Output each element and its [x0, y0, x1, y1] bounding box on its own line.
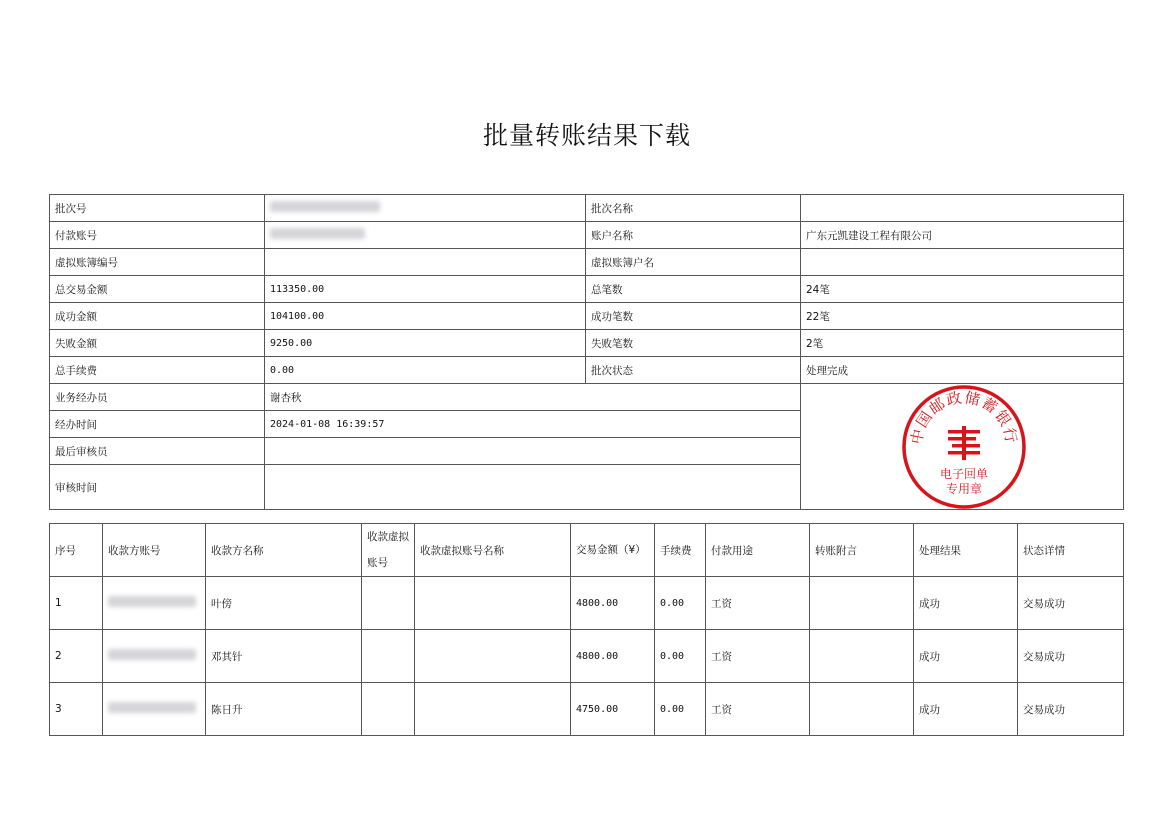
- batch-info-table: [49, 194, 1124, 510]
- transfer-detail-table: [49, 523, 1124, 736]
- row-seq: 1: [50, 577, 103, 630]
- info-row: [50, 330, 1124, 357]
- review-time-value: [265, 465, 801, 510]
- payer-account-value-redacted: [265, 222, 586, 249]
- row-status: 交易成功: [1018, 577, 1124, 630]
- row-status: 交易成功: [1018, 683, 1124, 736]
- row-virtual-account-name: [415, 683, 571, 736]
- header-payee-account: 收款方账号: [103, 524, 206, 577]
- row-result: 成功: [914, 630, 1018, 683]
- total-fee-label: 总手续费: [50, 357, 265, 384]
- info-row: [50, 384, 1124, 411]
- header-status: 状态详情: [1018, 524, 1124, 577]
- operator-value: 谢杏秋: [265, 384, 801, 411]
- row-result: 成功: [914, 577, 1018, 630]
- virtual-book-name-label: 虚拟账簿户名: [586, 249, 801, 276]
- batch-name-label: 批次名称: [586, 195, 801, 222]
- total-count-value: 24笔: [801, 276, 1124, 303]
- success-count-label: 成功笔数: [586, 303, 801, 330]
- header-purpose: 付款用途: [706, 524, 810, 577]
- row-memo: [810, 630, 914, 683]
- row-virtual-account-name: [415, 630, 571, 683]
- header-fee: 手续费: [655, 524, 706, 577]
- virtual-book-name-value: [801, 249, 1124, 276]
- header-virtual-account-name: 收款虚拟账号名称: [415, 524, 571, 577]
- row-purpose: 工资: [706, 630, 810, 683]
- success-count-value: 22笔: [801, 303, 1124, 330]
- row-payee-name: 陈日升: [206, 683, 362, 736]
- row-fee: 0.00: [655, 683, 706, 736]
- success-amount-label: 成功金额: [50, 303, 265, 330]
- row-virtual-account: [362, 683, 415, 736]
- header-payee-name: 收款方名称: [206, 524, 362, 577]
- row-memo: [810, 683, 914, 736]
- row-memo: [810, 577, 914, 630]
- header-seq: 序号: [50, 524, 103, 577]
- stamp-line1: 电子回单: [939, 467, 989, 481]
- info-row: [50, 249, 1124, 276]
- header-amount: 交易金额（¥）: [571, 524, 655, 577]
- row-payee-account-redacted: [103, 630, 206, 683]
- row-payee-name: 邓其针: [206, 630, 362, 683]
- row-virtual-account-name: [415, 577, 571, 630]
- total-fee-value: 0.00: [265, 357, 586, 384]
- stamp-cell: [801, 384, 1124, 510]
- row-status: 交易成功: [1018, 630, 1124, 683]
- row-fee: 0.00: [655, 630, 706, 683]
- fail-amount-value: 9250.00: [265, 330, 586, 357]
- total-amount-label: 总交易金额: [50, 276, 265, 303]
- row-payee-name: 叶傍: [206, 577, 362, 630]
- info-row: [50, 303, 1124, 330]
- header-result: 处理结果: [914, 524, 1018, 577]
- stamp-line2: 专用章: [945, 482, 983, 496]
- row-purpose: 工资: [706, 683, 810, 736]
- batch-no-label: 批次号: [50, 195, 265, 222]
- batch-status-value: 处理完成: [801, 357, 1124, 384]
- row-seq: 2: [50, 630, 103, 683]
- row-payee-account-redacted: [103, 683, 206, 736]
- info-row: [50, 276, 1124, 303]
- row-result: 成功: [914, 683, 1018, 736]
- review-time-label: 审核时间: [50, 465, 265, 510]
- table-row: [50, 683, 1124, 736]
- table-header-row: [50, 524, 1124, 577]
- virtual-book-no-label: 虚拟账簿编号: [50, 249, 265, 276]
- account-name-value: 广东元凯建设工程有限公司: [801, 222, 1124, 249]
- stamp-bank-name: 中国邮政储蓄银行: [907, 388, 1021, 446]
- row-virtual-account: [362, 630, 415, 683]
- row-payee-account-redacted: [103, 577, 206, 630]
- row-seq: 3: [50, 683, 103, 736]
- batch-status-label: 批次状态: [586, 357, 801, 384]
- header-memo: 转账附言: [810, 524, 914, 577]
- postal-logo-icon: [948, 426, 980, 460]
- header-virtual-account: 收款虚拟账号: [362, 524, 415, 577]
- row-amount: 4800.00: [571, 577, 655, 630]
- fail-count-label: 失败笔数: [586, 330, 801, 357]
- row-amount: 4750.00: [571, 683, 655, 736]
- fail-count-value: 2笔: [801, 330, 1124, 357]
- table-row: [50, 577, 1124, 630]
- row-fee: 0.00: [655, 577, 706, 630]
- info-row: [50, 357, 1124, 384]
- success-amount-value: 104100.00: [265, 303, 586, 330]
- info-row: [50, 222, 1124, 249]
- account-name-label: 账户名称: [586, 222, 801, 249]
- operate-time-value: 2024-01-08 16:39:57: [265, 411, 801, 438]
- operator-label: 业务经办员: [50, 384, 265, 411]
- batch-no-value-redacted: [265, 195, 586, 222]
- info-row: [50, 195, 1124, 222]
- row-amount: 4800.00: [571, 630, 655, 683]
- row-virtual-account: [362, 577, 415, 630]
- batch-name-value: [801, 195, 1124, 222]
- last-reviewer-label: 最后审核员: [50, 438, 265, 465]
- table-row: [50, 630, 1124, 683]
- operate-time-label: 经办时间: [50, 411, 265, 438]
- fail-amount-label: 失败金额: [50, 330, 265, 357]
- bank-seal-stamp: [901, 384, 1027, 510]
- page-title: 批量转账结果下载: [482, 121, 691, 150]
- total-count-label: 总笔数: [586, 276, 801, 303]
- payer-account-label: 付款账号: [50, 222, 265, 249]
- total-amount-value: 113350.00: [265, 276, 586, 303]
- row-purpose: 工资: [706, 577, 810, 630]
- virtual-book-no-value: [265, 249, 586, 276]
- last-reviewer-value: [265, 438, 801, 465]
